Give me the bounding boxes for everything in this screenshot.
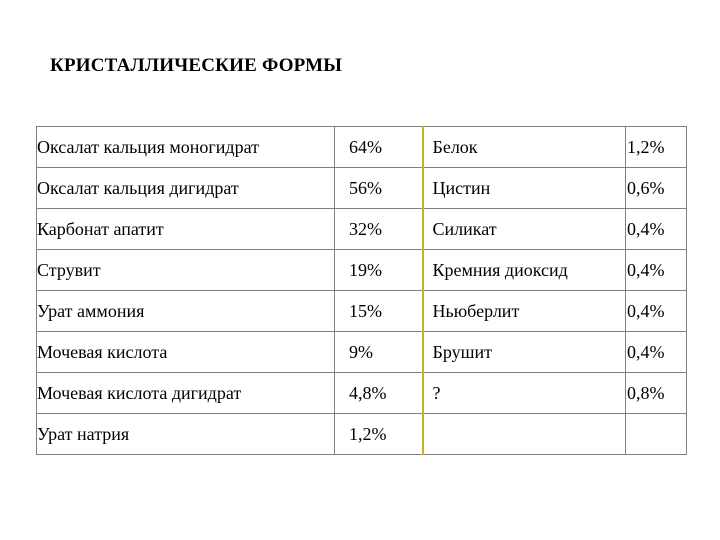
crystal-name-cell: Урат натрия: [37, 414, 335, 455]
table-body: [37, 127, 687, 455]
minor-component-cell: Белок: [423, 127, 626, 168]
minor-component-cell: Брушит: [423, 332, 626, 373]
crystal-percent-cell: 4,8%: [335, 373, 423, 414]
table-row: [37, 414, 687, 455]
minor-component-cell: Кремния диоксид: [423, 250, 626, 291]
crystal-percent-cell: 64%: [335, 127, 423, 168]
minor-percent-cell: 0,8%: [626, 373, 687, 414]
crystal-name-cell: Оксалат кальция моногидрат: [37, 127, 335, 168]
table-row: [37, 291, 687, 332]
crystal-name-cell: Оксалат кальция дигидрат: [37, 168, 335, 209]
crystal-percent-cell: 15%: [335, 291, 423, 332]
table-row: [37, 332, 687, 373]
minor-percent-cell: 0,6%: [626, 168, 687, 209]
crystal-percent-cell: 56%: [335, 168, 423, 209]
crystal-forms-table: [36, 126, 687, 455]
crystal-percent-cell: 19%: [335, 250, 423, 291]
table-row: [37, 127, 687, 168]
crystal-percent-cell: 9%: [335, 332, 423, 373]
crystal-percent-cell: 32%: [335, 209, 423, 250]
crystal-percent-cell: 1,2%: [335, 414, 423, 455]
minor-percent-cell: [626, 414, 687, 455]
table-row: [37, 250, 687, 291]
crystal-name-cell: Урат аммония: [37, 291, 335, 332]
crystal-name-cell: Струвит: [37, 250, 335, 291]
minor-component-cell: Силикат: [423, 209, 626, 250]
minor-percent-cell: 1,2%: [626, 127, 687, 168]
page-title: КРИСТАЛЛИЧЕСКИЕ ФОРМЫ: [50, 55, 343, 76]
crystal-name-cell: Мочевая кислота дигидрат: [37, 373, 335, 414]
minor-component-cell: Ньюберлит: [423, 291, 626, 332]
crystal-name-cell: Мочевая кислота: [37, 332, 335, 373]
minor-component-cell: ?: [423, 373, 626, 414]
minor-component-cell: Цистин: [423, 168, 626, 209]
table-row: [37, 373, 687, 414]
crystal-name-cell: Карбонат апатит: [37, 209, 335, 250]
table-row: [37, 168, 687, 209]
minor-percent-cell: 0,4%: [626, 332, 687, 373]
minor-percent-cell: 0,4%: [626, 250, 687, 291]
table-row: [37, 209, 687, 250]
minor-percent-cell: 0,4%: [626, 209, 687, 250]
minor-percent-cell: 0,4%: [626, 291, 687, 332]
minor-component-cell: [423, 414, 626, 455]
